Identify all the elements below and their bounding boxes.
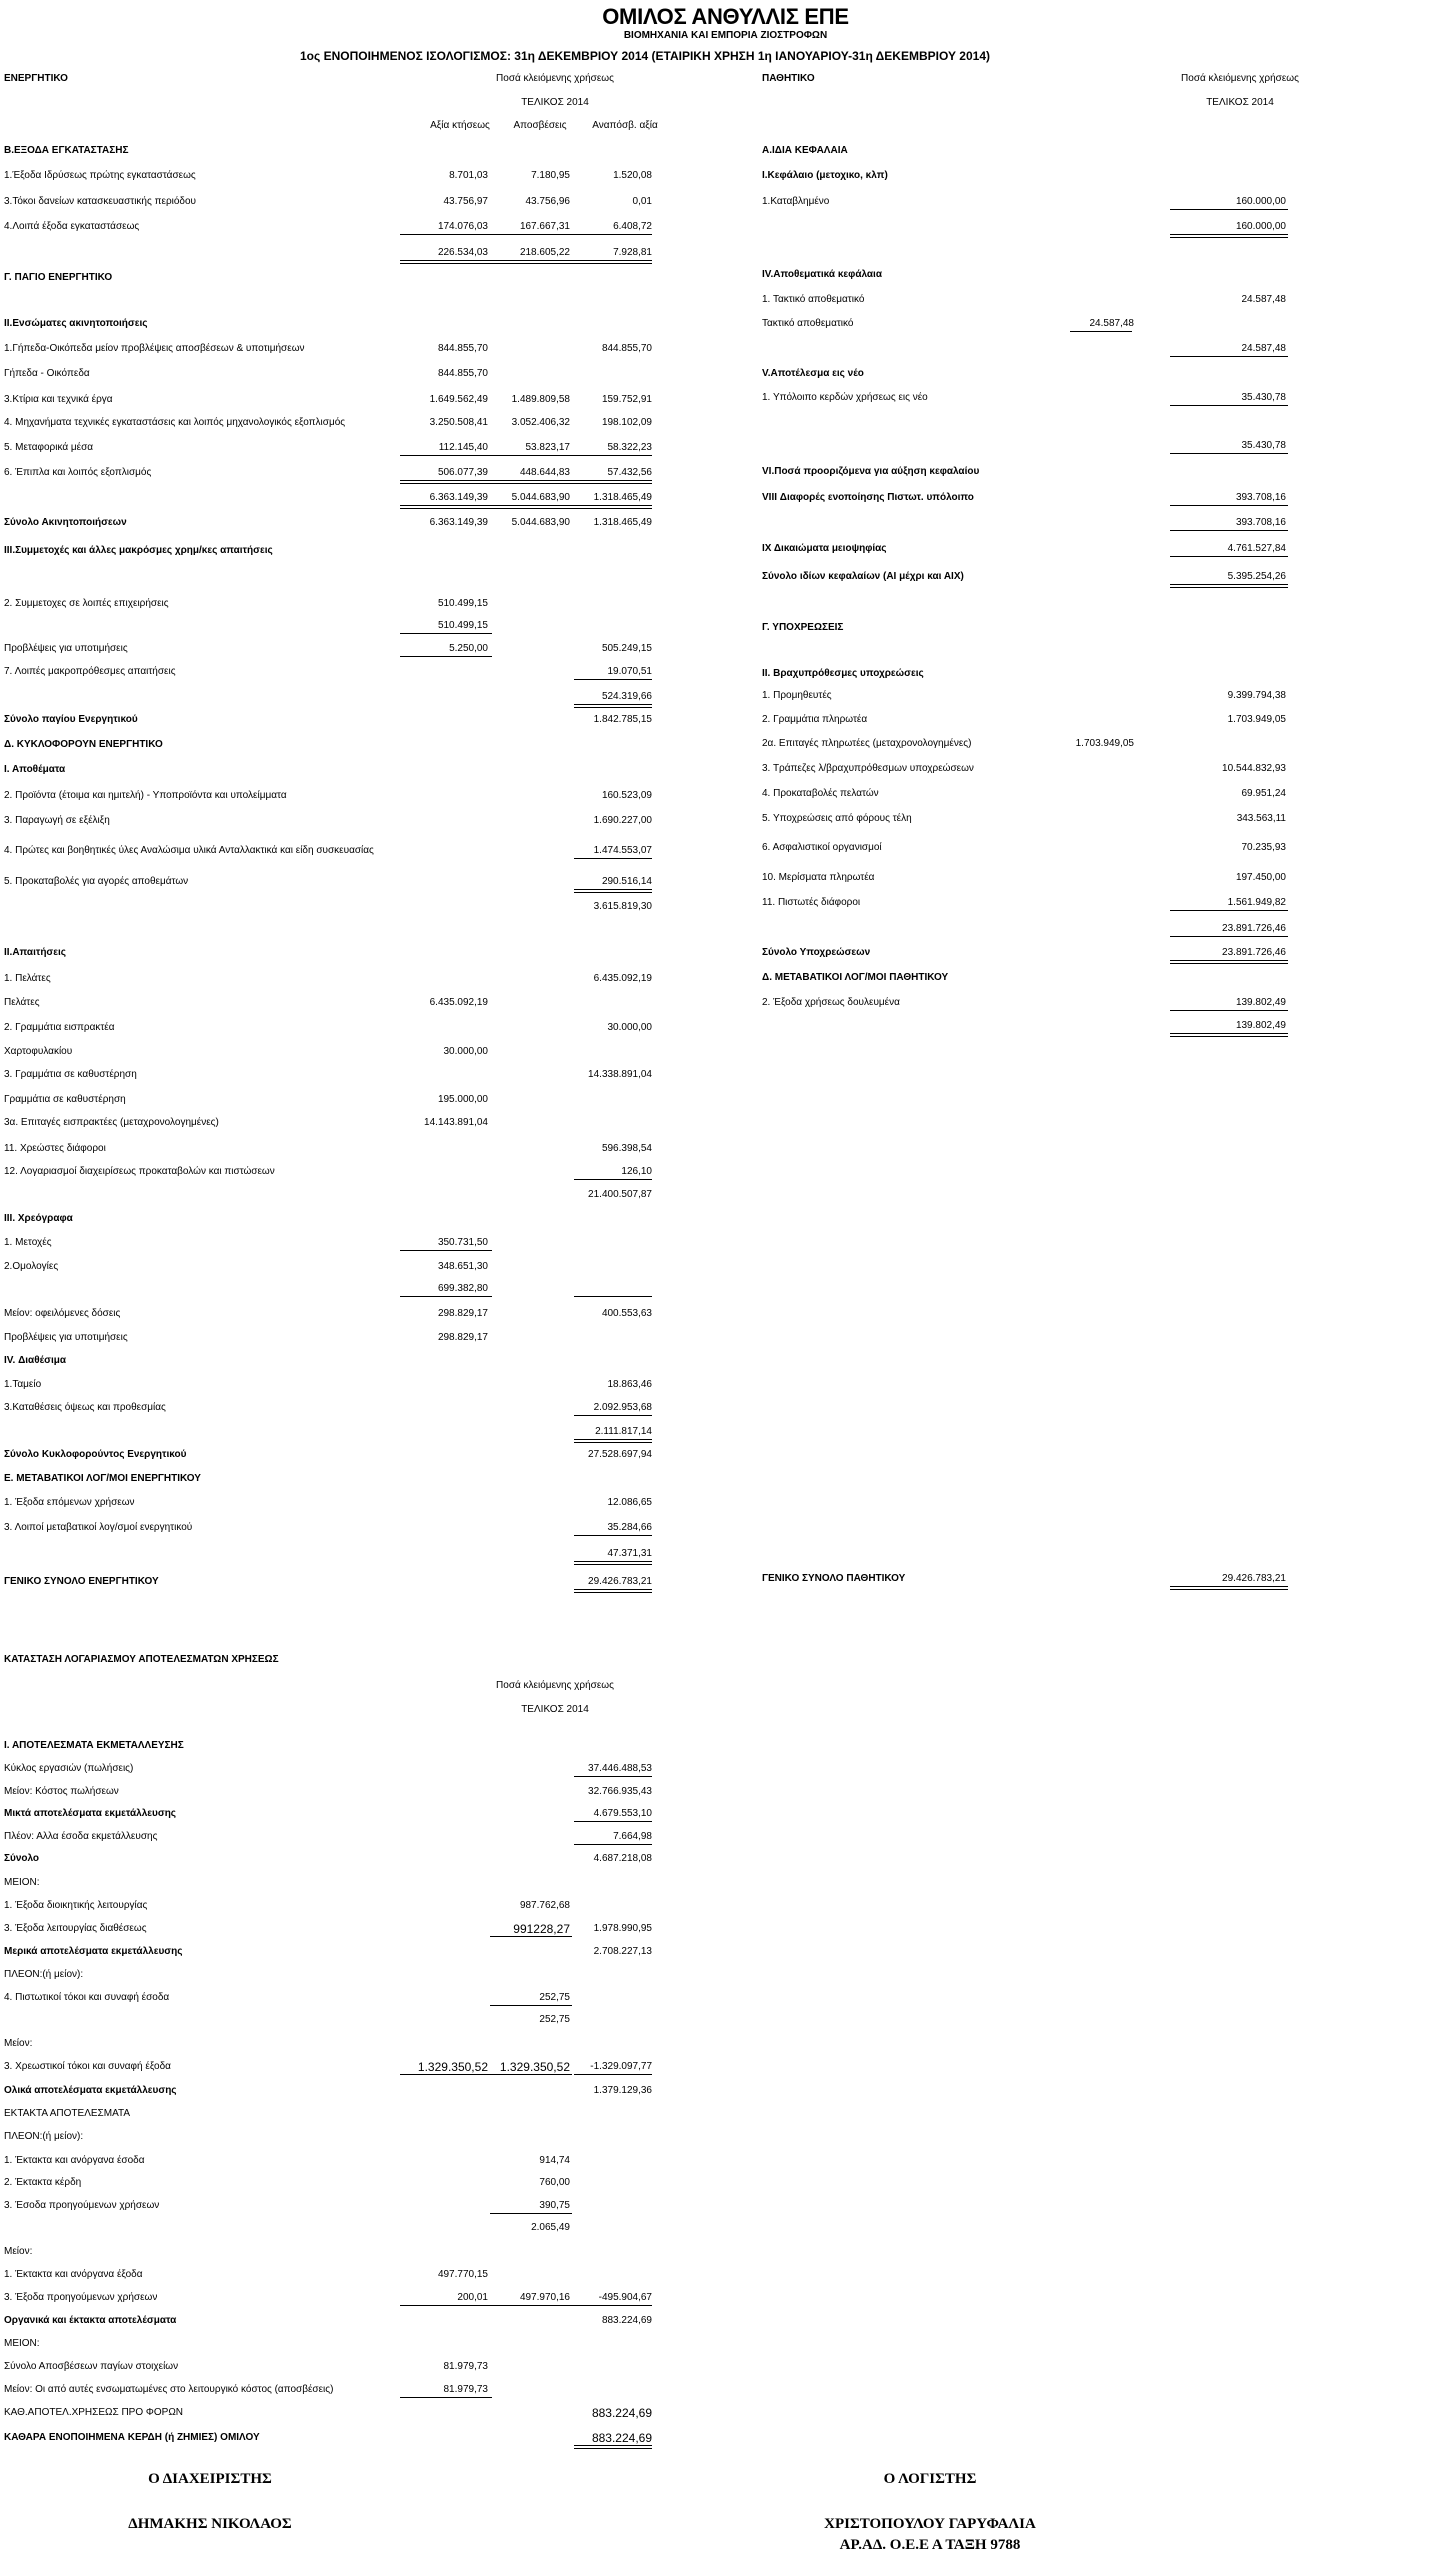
pl-value-c2: 760,00 [539,2177,570,2188]
assets-row-label: Δ. ΚΥΚΛΟΦΟΡΟΥΝ ΕΝΕΡΓΗΤΙΚΟ [4,739,163,750]
pl-value-c2: 497.970,16 [519,2292,570,2303]
liabilities-value-v: 1.561.949,82 [1227,897,1286,908]
liabilities-row-label: 5. Υποχρεώσεις από φόρους τέλη [762,813,912,824]
assets-value-c1: 699.382,80 [437,1283,488,1294]
assets-row-label: Ε. ΜΕΤΑΒΑΤΙΚΟΙ ΛΟΓ/ΜΟΙ ΕΝΕΡΓΗΤΙΚΟΥ [4,1473,201,1484]
signature-left-role: Ο ΔΙΑΧΕΙΡΙΣΤΗΣ [148,2471,272,2487]
liabilities-value-v: 29.426.783,21 [1222,1573,1286,1584]
assets-row-label: 2. Γραμμάτια εισπρακτέα [4,1022,115,1033]
assets-value-c1: 348.651,30 [437,1261,488,1272]
assets-row-label: 3. Γραμμάτια σε καθυστέρηση [4,1069,137,1080]
assets-value-c3: 505.249,15 [601,643,652,654]
assets-value-c2: 167.667,31 [519,221,570,232]
assets-row-label: 1.Ταμείο [4,1379,42,1390]
pl-row-label: 3. Χρεωστικοί τόκοι και συναφή έξοδα [4,2061,171,2072]
double-rule [1170,1033,1288,1037]
liabilities-row-label: 2. Έξοδα χρήσεως δουλευμένα [762,997,900,1008]
assets-value-c1: 174.076,03 [437,221,488,232]
col-cost-header: Αξία κτήσεως [430,120,490,131]
signature-left-name: ΔΗΜΑΚΗΣ ΝΙΚΟΛΑΟΣ [128,2516,292,2532]
assets-row-label: 1. Πελάτες [4,973,51,984]
rule [490,2005,572,2006]
pl-value-c3: 883.224,69 [591,2406,652,2420]
assets-row-label: Μείον: οφειλόμενες δόσεις [4,1308,121,1319]
assets-value-c3: 29.426.783,21 [588,1576,652,1587]
liabilities-value-v: 197.450,00 [1235,872,1286,883]
assets-row-label: 12. Λογαριασμοί διαχειρίσεως προκαταβολών και πιστώσεων [4,1166,275,1177]
liabilities-row-label: Τακτικό αποθεματικό [762,318,854,329]
assets-row-label: ΓΕΝΙΚΟ ΣΥΝΟΛΟ ΕΝΕΡΓΗΤΙΚΟΥ [4,1576,159,1587]
assets-row-label: 5. Προκαταβολές για αγορές αποθεμάτων [4,876,189,887]
pl-value-c1: 497.770,15 [437,2269,488,2280]
assets-row-label: Σύνολο Ακινητοποιήσεων [4,517,127,528]
rule [574,1821,652,1822]
assets-value-c2: 218.605,22 [519,247,570,258]
double-rule [574,1561,652,1565]
assets-value-c3: 1.474.553,07 [593,845,652,856]
assets-value-c3: 12.086,65 [607,1497,652,1508]
rule [400,1250,492,1251]
liabilities-row-label: 11. Πιστωτές διάφοροι [762,897,861,908]
assets-value-c2: 3.052.406,32 [511,417,570,428]
rule [574,1535,652,1536]
assets-value-c3: 1.318.465,49 [593,517,652,528]
pl-period: Ποσά κλειόμενης χρήσεως [496,1680,614,1691]
pl-value-c2: 914,74 [539,2155,570,2166]
assets-value-c1: 298.829,17 [437,1308,488,1319]
double-rule [1170,960,1288,964]
pl-title: ΚΑΤΑΣΤΑΣΗ ΛΟΓΑΡΙΑΣΜΟΥ ΑΠΟΤΕΛΕΣΜΑΤΩΝ ΧΡΗΣΕΩΣ [4,1654,279,1665]
assets-row-label: 4. Πρώτες και βοηθητικές ύλες Αναλώσιμα υλικά Ανταλλακτικά και είδη συσκευασίας [4,845,374,856]
pl-row-label: ΜΕΙΟΝ: [4,2338,40,2349]
liabilities-value-v: 139.802,49 [1235,997,1286,1008]
liabilities-row-label: VIII Διαφορές ενοποίησης Πιστωτ. υπόλοιπο [762,492,974,503]
rule [1170,530,1288,531]
pl-value-c3: -1.329.097,77 [590,2061,652,2072]
assets-value-c2: 53.823,17 [525,442,570,453]
liabilities-value-v: 24.587,48 [1241,343,1286,354]
assets-row-label: 4. Μηχανήματα τεχνικές εγκαταστάσεις και λοιπός μηχανολογικός εξοπλισμός [4,417,346,428]
assets-value-c1: 5.250,00 [449,643,488,654]
assets-value-c3: 198.102,09 [601,417,652,428]
rule [574,679,652,680]
liabilities-row-label: Α.ΙΔΙΑ ΚΕΦΑΛΑΙΑ [762,145,848,156]
pl-row-label: 3. Έξοδα λειτουργίας διαθέσεως [4,1923,147,1934]
assets-row-label: Προβλέψεις για υποτιμήσεις [4,643,128,654]
liabilities-value-v: 9.399.794,38 [1227,690,1286,701]
liabilities-value-m: 24.587,48 [1089,318,1134,329]
liabilities-row-label: Σύνολο Υποχρεώσεων [762,947,871,958]
assets-value-c1: 6.363.149,39 [429,492,488,503]
assets-row-label: 3. Λοιποί μεταβατικοί λογ/σμοί ενεργητικού [4,1522,193,1533]
assets-value-c2: 43.756,96 [525,196,570,207]
assets-row-label: 6. Έπιπλα και λοιπός εξοπλισμός [4,467,152,478]
assets-value-c1: 506.077,39 [437,467,488,478]
rule [400,2305,652,2306]
assets-value-c3: 2.092.953,68 [593,1402,652,1413]
assets-value-c1: 844.855,70 [437,343,488,354]
liabilities-row-label: ΓΕΝΙΚΟ ΣΥΝΟΛΟ ΠΑΘΗΤΙΚΟΥ [762,1573,906,1584]
pl-row-label: Σύνολο [4,1853,40,1864]
pl-value-c1: 1.329.350,52 [417,2060,488,2074]
assets-value-c1: 510.499,15 [437,620,488,631]
assets-value-c3: 160.523,09 [601,790,652,801]
rule [1170,910,1288,911]
liabilities-row-label: 1. Υπόλοιπο κερδών χρήσεως εις νέο [762,392,928,403]
rule [400,234,652,235]
pl-value-c1: 81.979,73 [443,2384,488,2395]
liabilities-heading: ΠΑΘΗΤΙΚΟ [762,73,815,84]
assets-value-c3: 0,01 [632,196,652,207]
liabilities-value-v: 139.802,49 [1235,1020,1286,1031]
assets-year: ΤΕΛΙΚΟΣ 2014 [521,97,589,108]
assets-row-label: 3.Κτίρια και τεχνικά έργα [4,394,113,405]
liabilities-year: ΤΕΛΙΚΟΣ 2014 [1206,97,1274,108]
assets-row-label: 7. Λοιπές μακροπρόθεσμες απαιτήσεις [4,666,176,677]
assets-value-c1: 510.499,15 [437,598,488,609]
liabilities-row-label: Δ. ΜΕΤΑΒΑΤΙΚΟΙ ΛΟΓ/ΜΟΙ ΠΑΘΗΤΙΚΟΥ [762,972,949,983]
liabilities-row-label: ΙΙ. Βραχυπρόθεσμες υποχρεώσεις [762,668,924,679]
pl-value-c3: 2.708.227,13 [593,1946,652,1957]
assets-value-c1: 43.756,97 [443,196,488,207]
liabilities-value-v: 35.430,78 [1241,440,1286,451]
assets-value-c2: 1.489.809,58 [511,394,570,405]
assets-value-c3: 1.520,08 [613,170,652,181]
assets-value-c2: 5.044.683,90 [511,517,570,528]
pl-row-label: Μείον: Κόστος πωλήσεων [4,1786,119,1797]
assets-value-c3: 30.000,00 [607,1022,652,1033]
liabilities-value-v: 5.395.254,26 [1227,571,1286,582]
rule [1070,331,1132,332]
pl-row-label: 4. Πιστωτικοί τόκοι και συναφή έσοδα [4,1992,170,2003]
double-rule [400,505,652,509]
signature-right-role: Ο ΛΟΓΙΣΤΗΣ [883,2471,977,2487]
liabilities-row-label: 4. Προκαταβολές πελατών [762,788,879,799]
pl-row-label: 3. Έσοδα προηγούμενων χρήσεων [4,2200,160,2211]
assets-value-c3: 290.516,14 [601,876,652,887]
assets-value-c3: 596.398,54 [601,1143,652,1154]
double-rule [1170,234,1288,238]
assets-row-label: 4.Λοιπά έξοδα εγκαταστάσεως [4,221,140,232]
assets-row-label: Ι. Αποθέματα [4,764,66,775]
assets-value-c1: 3.250.508,41 [429,417,488,428]
rule [574,858,652,859]
assets-value-c3: 18.863,46 [607,1379,652,1390]
rule [574,1179,652,1180]
pl-row-label: ΕΚΤΑΚΤΑ ΑΠΟΤΕΛΕΣΜΑΤΑ [4,2108,131,2119]
col-depreciation-header: Αποσβέσεις [513,120,567,131]
assets-value-c3: 27.528.697,94 [588,1449,652,1460]
pl-value-c2: 1.329.350,52 [499,2060,570,2074]
pl-value-c1: 81.979,73 [443,2361,488,2372]
liabilities-row-label: Σύνολο ιδίων κεφαλαίων (ΑΙ μέχρι και ΑΙΧ) [762,571,964,582]
assets-row-label: 11. Χρεώστες διάφοροι [4,1143,106,1154]
liabilities-value-v: 10.544.832,93 [1222,763,1286,774]
assets-value-c3: 35.284,66 [607,1522,652,1533]
assets-period: Ποσά κλειόμενης χρήσεως [496,73,614,84]
pl-row-label: ΠΛΕΟΝ:(ή μείον): [4,2131,84,2142]
liabilities-value-v: 160.000,00 [1235,221,1286,232]
assets-row-label: 3α. Επιταγές εισπρακτέες (μεταχρονολογημένες) [4,1117,219,1128]
assets-row-label: ΙΙ.Απαιτήσεις [4,947,66,958]
col-net-value-header: Αναπόσβ. αξία [592,120,658,131]
pl-row-label: Οργανικά και έκτακτα αποτελέσματα [4,2315,177,2326]
pl-value-c3: 32.766.935,43 [588,1786,652,1797]
liabilities-row-label: ΙV.Αποθεματικά κεφάλαια [762,269,882,280]
assets-value-c3: 14.338.891,04 [588,1069,652,1080]
double-rule [1170,584,1288,588]
rule [490,1936,572,1937]
double-rule [574,1439,652,1443]
assets-value-c3: 6.408,72 [613,221,652,232]
rule [1170,1010,1288,1011]
double-rule [574,1589,652,1593]
assets-value-c3: 57.432,56 [607,467,652,478]
assets-value-c3: 3.615.819,30 [593,901,652,912]
assets-row-label: Γ. ΠΑΓΙΟ ΕΝΕΡΓΗΤΙΚΟ [4,272,113,283]
pl-row-label: Μείον: Οι από αυτές ενσωματωμένες στο λειτουργικό κόστος (αποσβέσεις) [4,2384,334,2395]
rule [1170,405,1288,406]
assets-row-label: 3. Παραγωγή σε εξέλιξη [4,815,110,826]
rule [1170,356,1288,357]
signature-right-name: ΧΡΙΣΤΟΠΟΥΛΟΥ ΓΑΡΥΦΑΛΙΑ [824,2516,1036,2532]
pl-value-c2: 390,75 [539,2200,570,2211]
assets-value-c3: 524.319,66 [601,691,652,702]
pl-value-c2: 2.065,49 [531,2222,570,2233]
rule [574,1844,652,1845]
liabilities-row-label: Ι.Κεφάλαιο (μετοχικο, κλπ) [762,170,888,181]
assets-value-c3: 126,10 [621,1166,652,1177]
liabilities-value-v: 69.951,24 [1241,788,1286,799]
liabilities-value-v: 393.708,16 [1235,517,1286,528]
liabilities-row-label: 1. Τακτικό αποθεματικό [762,294,865,305]
pl-row-label: Μικτά αποτελέσματα εκμετάλλευσης [4,1808,177,1819]
liabilities-value-v: 23.891.726,46 [1222,947,1286,958]
assets-value-c0: 30.000,00 [443,1046,488,1057]
pl-row-label: ΜΕΙΟΝ: [4,1877,40,1888]
liabilities-row-label: VI.Ποσά προοριζόμενα για αύξηση κεφαλαίου [762,466,980,477]
pl-row-label: Κύκλος εργασιών (πωλήσεις) [4,1763,134,1774]
pl-row-label: Πλέον: Αλλα έσοδα εκμετάλλευσης [4,1831,158,1842]
signature-right-license: ΑΡ.ΑΔ. Ο.Ε.Ε Α ΤΑΞΗ 9788 [839,2537,1021,2553]
assets-row-label: Γήπεδα - Οικόπεδα [4,368,90,379]
pl-value-c2: 252,75 [539,1992,570,2003]
assets-row-label: Σύνολο παγίου Ενεργητικού [4,714,138,725]
pl-row-label: Μείον: [4,2246,33,2257]
rule [1170,556,1288,557]
assets-row-label: 1. Έξοδα επόμενων χρήσεων [4,1497,135,1508]
assets-value-c3: 19.070,51 [607,666,652,677]
pl-row-label: 3. Έξοδα προηγούμενων χρήσεων [4,2292,158,2303]
liabilities-value-v: 70.235,93 [1241,842,1286,853]
pl-row-label: ΚΑΘΑΡΑ ΕΝΟΠΟΙΗΜΕΝΑ ΚΕΡΔΗ (ή ΖΗΜΙΕΣ) ΟΜΙΛΟΥ [4,2432,260,2443]
assets-value-c1: 226.534,03 [437,247,488,258]
assets-row-label: 5. Μεταφορικά μέσα [4,442,94,453]
assets-value-c1: 6.363.149,39 [429,517,488,528]
assets-row-label: ΙΙ.Ενσώματες ακινητοποιήσεις [4,318,148,329]
pl-row-label: ΚΑΘ.ΑΠΟΤΕΛ.ΧΡΗΣΕΩΣ ΠΡΟ ΦΟΡΩΝ [4,2407,184,2418]
assets-row-label: ΙΙΙ.Συμμετοχές και άλλες μακρόσμες χρημ/κες απαιτήσεις [4,545,273,556]
double-rule [574,2445,652,2449]
assets-row-label: 1.Γήπεδα-Οικόπεδα μείον προβλέψεις αποσβέσεων & υποτιμήσεων [4,343,305,354]
pl-value-c2: 987.762,68 [519,1900,570,1911]
assets-row-label: Χαρτοφυλακίου [4,1046,73,1057]
assets-row-label: Σύνολο Κυκλοφορούντος Ενεργητικού [4,1449,187,1460]
liabilities-row-label: Γ. ΥΠΟΧΡΕΩΣΕΙΣ [762,622,844,633]
assets-value-c0: 6.435.092,19 [429,997,488,1008]
assets-row-label: 1. Μετοχές [4,1237,52,1248]
pl-value-c3: 4.679.553,10 [593,1808,652,1819]
assets-row-label: Γραμμάτια σε καθυστέρηση [4,1094,126,1105]
assets-value-c1: 298.829,17 [437,1332,488,1343]
assets-value-c3: 1.690.227,00 [593,815,652,826]
liabilities-value-v: 393.708,16 [1235,492,1286,503]
pl-row-label: Ι. ΑΠΟΤΕΛΕΣΜΑΤΑ ΕΚΜΕΤΑΛΛΕΥΣΗΣ [4,1740,184,1751]
rule [574,1776,652,1777]
pl-value-c3: 4.687.218,08 [593,1853,652,1864]
pl-row-label: Μείον: [4,2038,33,2049]
liabilities-row-label: 2α. Επιταγές πληρωτέες (μεταχρονολογημένες) [762,738,972,749]
assets-value-c3: 400.553,63 [601,1308,652,1319]
assets-value-c3: 58.322,23 [607,442,652,453]
assets-value-c3: 6.435.092,19 [593,973,652,984]
pl-row-label: Ολικά αποτελέσματα εκμετάλλευσης [4,2085,177,2096]
assets-value-c3: 159.752,91 [601,394,652,405]
pl-row-label: 1. Έκτακτα και ανόργανα έσοδα [4,2155,145,2166]
assets-row-label: 2. Συμμετοχες σε λοιπές επιχειρήσεις [4,598,169,609]
assets-row-label: ΙV. Διαθέσιμα [4,1355,67,1366]
pl-row-label: 2. Έκτακτα κέρδη [4,2177,82,2188]
assets-value-c2: 5.044.683,90 [511,492,570,503]
rule [400,633,492,634]
assets-value-c3: 47.371,31 [607,1548,652,1559]
pl-value-c3: 37.446.488,53 [588,1763,652,1774]
rule [574,2074,652,2075]
liabilities-row-label: 2. Γραμμάτια πληρωτέα [762,714,868,725]
pl-row-label: ΠΛΕΟΝ:(ή μείον): [4,1969,84,1980]
company-subtitle: ΒΙΟΜΗΧΑΝΙΑ ΚΑΙ ΕΜΠΟΡΙΑ ΖΙΟΣΤΡΟΦΩΝ [623,30,828,41]
liabilities-value-v: 343.563,11 [1236,813,1286,824]
assets-value-c3: 21.400.507,87 [588,1189,652,1200]
double-rule [400,260,652,264]
rule [574,1296,652,1297]
liabilities-row-label: ΙΧ Δικαιώματα μειοψηφίας [762,543,887,554]
double-rule [1170,1586,1288,1590]
assets-row-label: 3.Καταθέσεις όψεως και προθεσμίας [4,1402,166,1413]
pl-value-c3: 883.224,69 [601,2315,652,2326]
liabilities-row-label: V.Αποτέλεσμα εις νέο [762,368,864,379]
assets-row-label: 2.Ομολογίες [4,1261,59,1272]
liabilities-row-label: 3. Τράπεζες λ/βραχυπρόθεσμων υποχρεώσεων [762,763,974,774]
liabilities-value-v: 1.703.949,05 [1227,714,1286,725]
liabilities-row-label: 6. Ασφαλιστικοί οργανισμοί [762,842,882,853]
assets-value-c3: 844.855,70 [601,343,652,354]
pl-value-c3: 7.664,98 [613,1831,652,1842]
rule [1170,209,1288,210]
pl-value-c3: 1.978.990,95 [593,1923,652,1934]
pl-value-c3: 1.379.129,36 [593,2085,652,2096]
assets-value-c0: 195.000,00 [437,1094,488,1105]
liabilities-value-v: 24.587,48 [1241,294,1286,305]
statement-title: 1ος ΕΝΟΠΟΙΗΜΕΝΟΣ ΙΣΟΛΟΓΙΣΜΟΣ: 31η ΔΕΚΕΜΒΡΙΟΥ 2014 (ΕΤΑΙΡΙΚΗ ΧΡΗΣΗ 1η ΙΑΝΟΥΑΡΙΟΥ-31η ΔΕΚΕΜΒΡΙΟΥ 2014) [300,49,990,63]
assets-row-label: Πελάτες [4,997,40,1008]
company-title: ΟΜΙΛΟΣ ΑΝΘΥΛΛΙΣ ΕΠΕ [602,4,849,29]
liabilities-row-label: 1. Προμηθευτές [762,690,832,701]
liabilities-period: Ποσά κλειόμενης χρήσεως [1181,73,1299,84]
pl-value-c3: -495.904,67 [598,2292,652,2303]
assets-row-label: ΙΙΙ. Χρεόγραφα [4,1213,73,1224]
liabilities-row-label: 1.Καταβλημένο [762,196,830,207]
assets-row-label: 2. Προϊόντα (έτοιμα και ημιτελή) - Υποπροϊόντα και υπολείμματα [4,790,287,801]
assets-row-label: Προβλέψεις για υποτιμήσεις [4,1332,128,1343]
liabilities-value-m: 1.703.949,05 [1075,738,1134,749]
rule [400,1296,492,1297]
rule [574,1415,652,1416]
assets-value-c1: 844.855,70 [437,368,488,379]
pl-value-c2: 252,75 [539,2014,570,2025]
assets-value-c1: 8.701,03 [449,170,488,181]
assets-value-c3: 1.318.465,49 [593,492,652,503]
pl-year: ΤΕΛΙΚΟΣ 2014 [521,1704,589,1715]
pl-value-c1: 200,01 [457,2292,488,2303]
assets-value-c1: 112.145,40 [438,442,488,453]
assets-value-c1: 350.731,50 [437,1237,488,1248]
rule [400,455,652,456]
pl-value-c2: 991228,27 [513,1922,570,1936]
liabilities-value-v: 23.891.726,46 [1222,923,1286,934]
rule [1170,505,1288,506]
assets-value-c3: 1.842.785,15 [593,714,652,725]
pl-row-label: Σύνολο Αποσβέσεων παγίων στοιχείων [4,2361,179,2372]
rule [400,656,492,657]
assets-value-c0: 14.143.891,04 [424,1117,488,1128]
pl-value-c3: 883.224,69 [591,2431,652,2445]
double-rule [574,704,652,708]
liabilities-value-v: 160.000,00 [1235,196,1286,207]
assets-value-c3: 7.928,81 [613,247,652,258]
assets-value-c2: 448.644,83 [519,467,570,478]
assets-row-label: 3.Τόκοι δανείων κατασκευαστικής περιόδου [4,196,197,207]
double-rule [574,889,652,893]
rule [1170,936,1288,937]
liabilities-value-v: 4.761.527,84 [1227,543,1286,554]
assets-row-label: 1.Έξοδα Ιδρύσεως πρώτης εγκαταστάσεως [4,170,196,181]
liabilities-row-label: 10. Μερίσματα πληρωτέα [762,872,875,883]
rule [400,2397,492,2398]
assets-row-label: Β.ΕΞΟΔΑ ΕΓΚΑΤΑΣΤΑΣΗΣ [4,145,129,156]
assets-value-c2: 7.180,95 [531,170,570,181]
rule [490,2213,572,2214]
assets-heading: ΕΝΕΡΓΗΤΙΚΟ [4,73,68,84]
rule [400,2074,572,2075]
pl-row-label: Μερικά αποτελέσματα εκμετάλλευσης [4,1946,183,1957]
double-rule [400,480,652,484]
liabilities-value-v: 35.430,78 [1241,392,1286,403]
assets-value-c3: 2.111.817,14 [595,1426,652,1437]
rule [1170,453,1288,454]
pl-row-label: 1. Έξοδα διοικητικής λειτουργίας [4,1900,148,1911]
assets-value-c1: 1.649.562,49 [429,394,488,405]
pl-row-label: 1. Έκτακτα και ανόργανα έξοδα [4,2269,143,2280]
